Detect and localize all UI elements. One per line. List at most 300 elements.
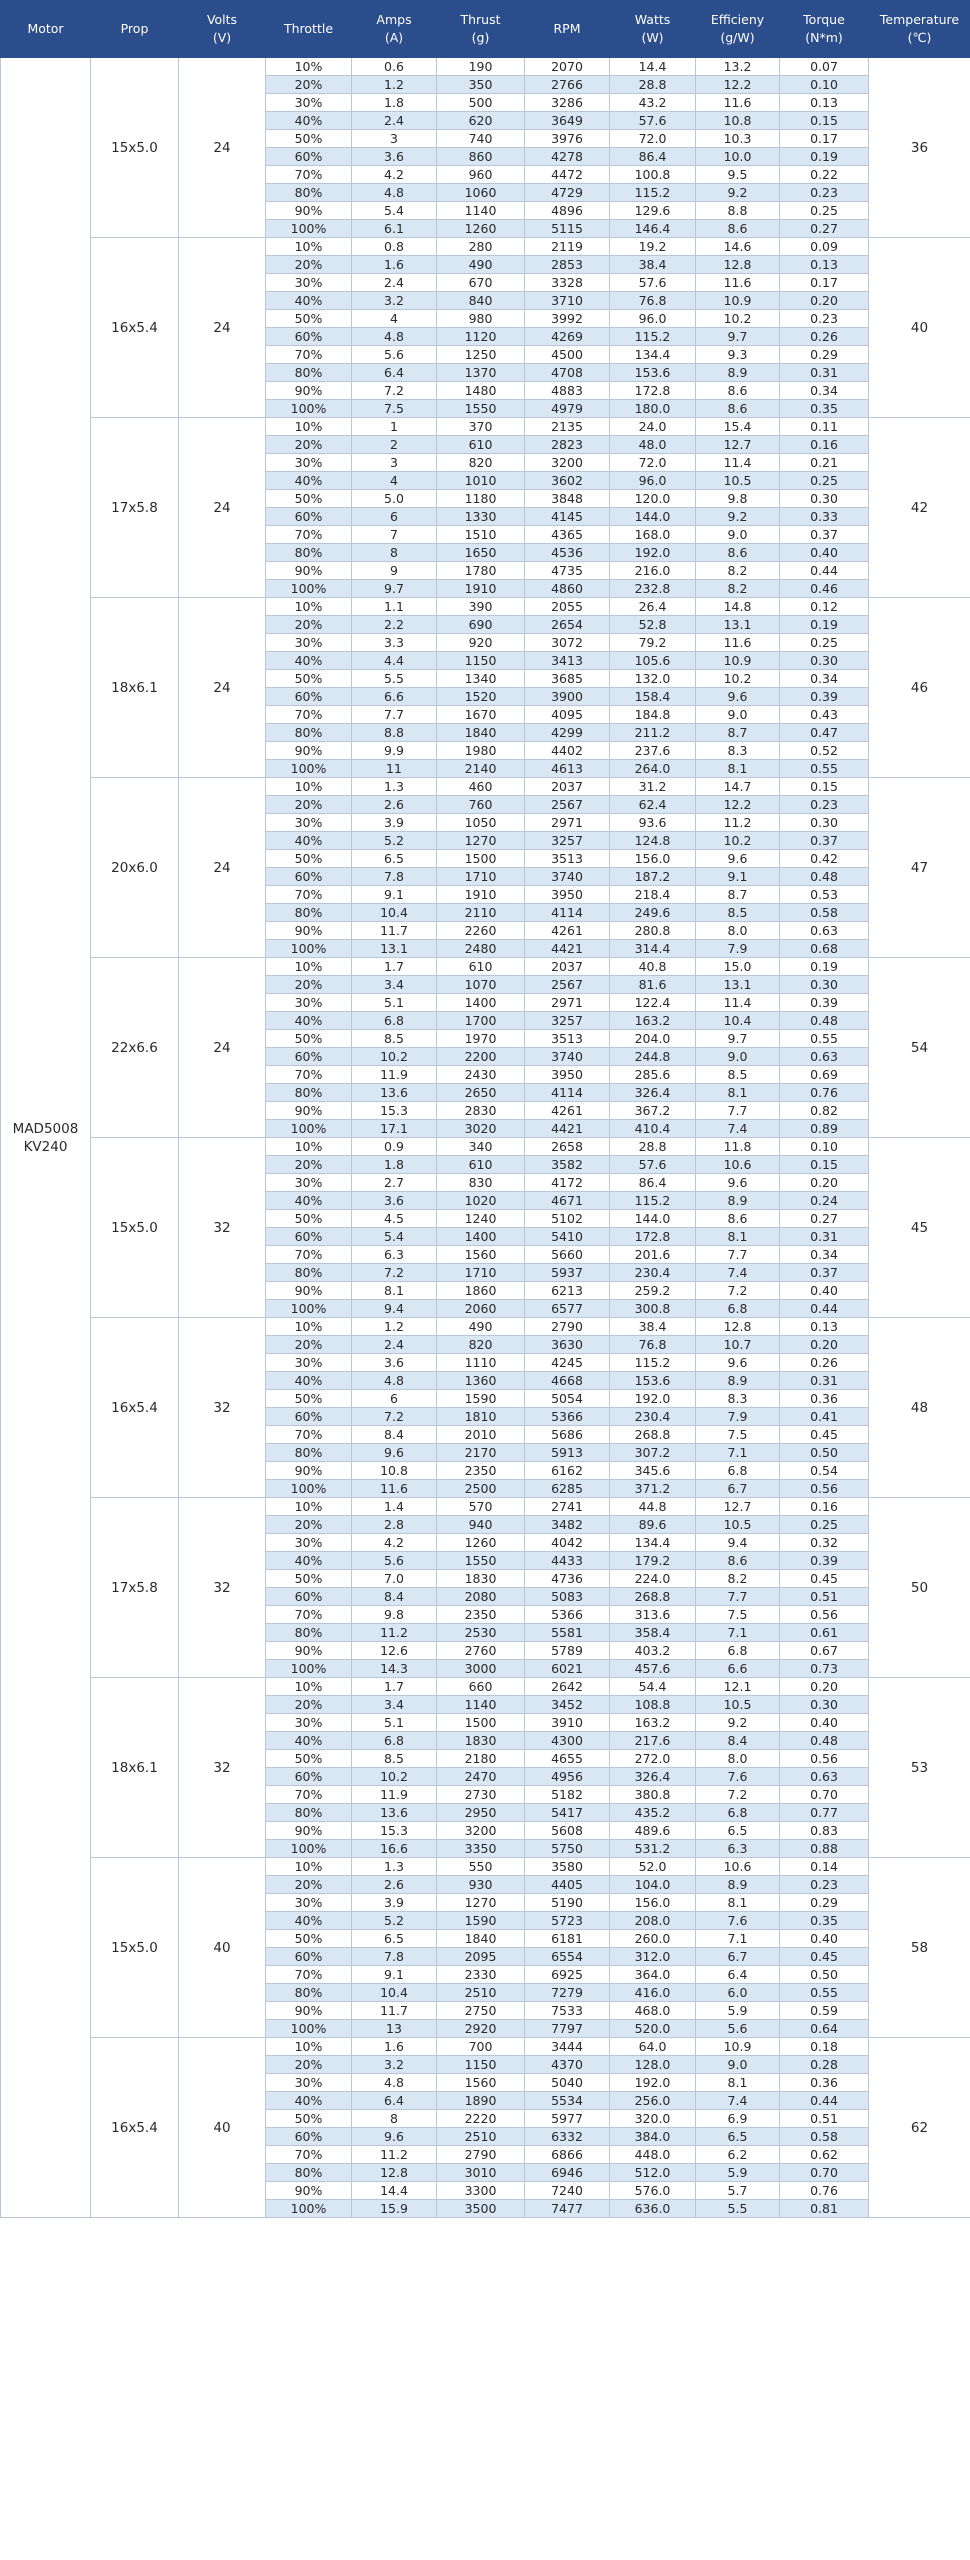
amps-cell: 8.1 (352, 1282, 437, 1300)
amps-cell: 17.1 (352, 1120, 437, 1138)
rpm-cell: 7240 (525, 2182, 610, 2200)
thrust-cell: 830 (437, 1174, 525, 1192)
throttle-cell: 100% (266, 400, 352, 418)
temperature-cell: 53 (869, 1678, 970, 1858)
watts-cell: 115.2 (610, 328, 696, 346)
rpm-cell: 2119 (525, 238, 610, 256)
throttle-cell: 90% (266, 382, 352, 400)
rpm-cell: 4708 (525, 364, 610, 382)
rpm-cell: 2037 (525, 958, 610, 976)
efficiency-cell: 7.2 (696, 1282, 780, 1300)
efficiency-cell: 8.4 (696, 1732, 780, 1750)
thrust-cell: 1330 (437, 508, 525, 526)
rpm-cell: 2853 (525, 256, 610, 274)
watts-cell: 57.6 (610, 274, 696, 292)
efficiency-cell: 11.4 (696, 994, 780, 1012)
rpm-cell: 5366 (525, 1408, 610, 1426)
efficiency-cell: 9.6 (696, 688, 780, 706)
thrust-cell: 1500 (437, 1714, 525, 1732)
watts-cell: 367.2 (610, 1102, 696, 1120)
throttle-cell: 90% (266, 1282, 352, 1300)
amps-cell: 5.5 (352, 670, 437, 688)
amps-cell: 3.4 (352, 976, 437, 994)
throttle-cell: 30% (266, 454, 352, 472)
amps-cell: 7 (352, 526, 437, 544)
efficiency-cell: 15.0 (696, 958, 780, 976)
throttle-cell: 90% (266, 1822, 352, 1840)
efficiency-cell: 8.3 (696, 1390, 780, 1408)
amps-cell: 4.2 (352, 1534, 437, 1552)
amps-cell: 1.8 (352, 94, 437, 112)
rpm-cell: 5102 (525, 1210, 610, 1228)
throttle-cell: 30% (266, 94, 352, 112)
amps-cell: 13.6 (352, 1084, 437, 1102)
rpm-cell: 3910 (525, 1714, 610, 1732)
watts-cell: 72.0 (610, 130, 696, 148)
prop-cell: 16x5.4 (91, 2038, 179, 2218)
torque-cell: 0.11 (780, 418, 869, 436)
watts-cell: 364.0 (610, 1966, 696, 1984)
rpm-cell: 6332 (525, 2128, 610, 2146)
efficiency-cell: 8.6 (696, 400, 780, 418)
volts-cell: 32 (179, 1498, 266, 1678)
thrust-cell: 490 (437, 1318, 525, 1336)
rpm-cell: 4114 (525, 1084, 610, 1102)
volts-cell: 24 (179, 58, 266, 238)
efficiency-header-label: Efficieny (710, 12, 765, 27)
torque-cell: 0.31 (780, 364, 869, 382)
amps-cell: 4.5 (352, 1210, 437, 1228)
efficiency-cell: 10.8 (696, 112, 780, 130)
amps-cell: 9.1 (352, 886, 437, 904)
watts-cell: 201.6 (610, 1246, 696, 1264)
torque-cell: 0.16 (780, 436, 869, 454)
thrust-cell: 1400 (437, 1228, 525, 1246)
torque-cell: 0.23 (780, 310, 869, 328)
thrust-cell: 3200 (437, 1822, 525, 1840)
table-header (1, 1, 970, 58)
amps-cell: 15.3 (352, 1102, 437, 1120)
watts-cell: 79.2 (610, 634, 696, 652)
throttle-cell: 10% (266, 418, 352, 436)
amps-cell: 2.8 (352, 1516, 437, 1534)
thrust-cell: 1520 (437, 688, 525, 706)
throttle-cell: 60% (266, 508, 352, 526)
efficiency-cell: 6.6 (696, 1660, 780, 1678)
thrust-cell: 1120 (437, 328, 525, 346)
thrust-cell: 2180 (437, 1750, 525, 1768)
thrust-cell: 340 (437, 1138, 525, 1156)
efficiency-cell: 7.6 (696, 1912, 780, 1930)
volts-cell: 24 (179, 418, 266, 598)
amps-cell: 5.2 (352, 1912, 437, 1930)
rpm-cell: 3649 (525, 112, 610, 130)
torque-cell: 0.68 (780, 940, 869, 958)
efficiency-cell: 9.7 (696, 328, 780, 346)
torque-cell: 0.31 (780, 1372, 869, 1390)
throttle-cell: 80% (266, 544, 352, 562)
throttle-cell: 20% (266, 256, 352, 274)
torque-cell: 0.17 (780, 130, 869, 148)
amps-cell: 3.6 (352, 148, 437, 166)
rpm-cell: 2766 (525, 76, 610, 94)
rpm-cell: 3452 (525, 1696, 610, 1714)
thrust-cell: 930 (437, 1876, 525, 1894)
thrust-cell: 1890 (437, 2092, 525, 2110)
thrust-cell: 2470 (437, 1768, 525, 1786)
watts-cell: 307.2 (610, 1444, 696, 1462)
amps-cell: 8.5 (352, 1750, 437, 1768)
watts-cell: 268.8 (610, 1588, 696, 1606)
watts-cell: 636.0 (610, 2200, 696, 2218)
thrust-cell: 1240 (437, 1210, 525, 1228)
thrust-cell: 1180 (437, 490, 525, 508)
amps-cell: 1.7 (352, 958, 437, 976)
motor-kv: KV240 (23, 1138, 68, 1155)
throttle-cell: 90% (266, 922, 352, 940)
watts-cell: 326.4 (610, 1084, 696, 1102)
watts-cell: 211.2 (610, 724, 696, 742)
amps-cell: 3.6 (352, 1192, 437, 1210)
throttle-cell: 40% (266, 1012, 352, 1030)
efficiency-cell: 7.1 (696, 1444, 780, 1462)
torque-cell: 0.37 (780, 1264, 869, 1282)
watts-cell: 168.0 (610, 526, 696, 544)
efficiency-cell: 8.7 (696, 886, 780, 904)
efficiency-cell: 9.2 (696, 1714, 780, 1732)
temperature-cell: 47 (869, 778, 970, 958)
amps-cell: 13 (352, 2020, 437, 2038)
amps-cell: 0.8 (352, 238, 437, 256)
watts-cell: 43.2 (610, 94, 696, 112)
torque-cell: 0.36 (780, 1390, 869, 1408)
amps-cell: 6.6 (352, 688, 437, 706)
watts-cell: 187.2 (610, 868, 696, 886)
rpm-cell: 4655 (525, 1750, 610, 1768)
watts-cell: 416.0 (610, 1984, 696, 2002)
thrust-cell: 920 (437, 634, 525, 652)
throttle-cell: 80% (266, 1624, 352, 1642)
thrust-cell: 2170 (437, 1444, 525, 1462)
efficiency-cell: 6.5 (696, 1822, 780, 1840)
torque-cell: 0.27 (780, 1210, 869, 1228)
thrust-cell: 1700 (437, 1012, 525, 1030)
watts-cell: 81.6 (610, 976, 696, 994)
watts-cell: 62.4 (610, 796, 696, 814)
torque-cell: 0.48 (780, 1012, 869, 1030)
throttle-cell: 10% (266, 2038, 352, 2056)
thrust-cell: 3300 (437, 2182, 525, 2200)
prop-cell: 17x5.8 (91, 1498, 179, 1678)
throttle-cell: 70% (266, 166, 352, 184)
watts-cell: 272.0 (610, 1750, 696, 1768)
efficiency-cell: 8.1 (696, 2074, 780, 2092)
rpm-cell: 4956 (525, 1768, 610, 1786)
rpm-cell: 3513 (525, 850, 610, 868)
motor-header-label: Motor (27, 21, 64, 36)
throttle-cell: 30% (266, 994, 352, 1012)
temperature-cell: 48 (869, 1318, 970, 1498)
rpm-cell: 3740 (525, 868, 610, 886)
efficiency-cell: 11.2 (696, 814, 780, 832)
amps-cell: 3.9 (352, 1894, 437, 1912)
thrust-cell: 980 (437, 310, 525, 328)
efficiency-cell: 9.3 (696, 346, 780, 364)
torque-cell: 0.70 (780, 1786, 869, 1804)
throttle-cell: 30% (266, 1174, 352, 1192)
torque-header-label: Torque (803, 12, 845, 27)
watts-cell: 371.2 (610, 1480, 696, 1498)
watts-cell: 163.2 (610, 1714, 696, 1732)
efficiency-cell: 10.0 (696, 148, 780, 166)
volts-header-label: Volts (206, 12, 238, 27)
thrust-cell: 1270 (437, 832, 525, 850)
thrust-cell: 1840 (437, 1930, 525, 1948)
watts-cell: 28.8 (610, 76, 696, 94)
efficiency-header (696, 1, 780, 58)
amps-cell: 8.5 (352, 1030, 437, 1048)
volts-cell: 32 (179, 1678, 266, 1858)
rpm-cell: 4979 (525, 400, 610, 418)
rpm-cell: 7533 (525, 2002, 610, 2020)
efficiency-cell: 8.1 (696, 1894, 780, 1912)
watts-cell: 172.8 (610, 1228, 696, 1246)
amps-cell: 6.4 (352, 364, 437, 382)
torque-cell: 0.36 (780, 2074, 869, 2092)
watts-cell: 285.6 (610, 1066, 696, 1084)
efficiency-cell: 7.9 (696, 940, 780, 958)
throttle-cell: 60% (266, 1588, 352, 1606)
thrust-cell: 1110 (437, 1354, 525, 1372)
amps-cell: 11 (352, 760, 437, 778)
torque-cell: 0.42 (780, 850, 869, 868)
amps-cell: 2.7 (352, 1174, 437, 1192)
watts-cell: 312.0 (610, 1948, 696, 1966)
thrust-cell: 1550 (437, 400, 525, 418)
watts-cell: 89.6 (610, 1516, 696, 1534)
watts-header-unit: (W) (641, 30, 664, 45)
torque-cell: 0.18 (780, 2038, 869, 2056)
throttle-cell: 70% (266, 2146, 352, 2164)
amps-cell: 9.7 (352, 580, 437, 598)
throttle-cell: 10% (266, 1858, 352, 1876)
rpm-cell: 4042 (525, 1534, 610, 1552)
temperature-cell: 42 (869, 418, 970, 598)
thrust-cell: 2750 (437, 2002, 525, 2020)
throttle-cell: 50% (266, 130, 352, 148)
rpm-cell: 6554 (525, 1948, 610, 1966)
efficiency-cell: 12.2 (696, 76, 780, 94)
thrust-cell: 2790 (437, 2146, 525, 2164)
thrust-cell: 690 (437, 616, 525, 634)
throttle-cell: 40% (266, 1192, 352, 1210)
efficiency-cell: 8.9 (696, 1372, 780, 1390)
thrust-cell: 2950 (437, 1804, 525, 1822)
thrust-cell: 1050 (437, 814, 525, 832)
efficiency-cell: 10.2 (696, 670, 780, 688)
efficiency-cell: 13.2 (696, 58, 780, 76)
thrust-cell: 2095 (437, 1948, 525, 1966)
torque-cell: 0.22 (780, 166, 869, 184)
amps-cell: 11.7 (352, 922, 437, 940)
thrust-cell: 860 (437, 148, 525, 166)
throttle-cell: 80% (266, 1084, 352, 1102)
amps-cell: 5.6 (352, 346, 437, 364)
motor-model: MAD5008 (12, 1120, 79, 1137)
rpm-cell: 3286 (525, 94, 610, 112)
amps-cell: 3 (352, 130, 437, 148)
prop-cell: 15x5.0 (91, 1138, 179, 1318)
rpm-cell: 6285 (525, 1480, 610, 1498)
throttle-cell: 30% (266, 1354, 352, 1372)
watts-cell: 345.6 (610, 1462, 696, 1480)
throttle-cell: 100% (266, 1480, 352, 1498)
efficiency-cell: 8.1 (696, 1084, 780, 1102)
thrust-cell: 2140 (437, 760, 525, 778)
rpm-cell: 4245 (525, 1354, 610, 1372)
watts-cell: 264.0 (610, 760, 696, 778)
watts-cell: 259.2 (610, 1282, 696, 1300)
efficiency-cell: 7.1 (696, 1930, 780, 1948)
watts-cell: 14.4 (610, 58, 696, 76)
rpm-cell: 3950 (525, 1066, 610, 1084)
throttle-cell: 90% (266, 2182, 352, 2200)
motor-cell (1, 58, 91, 2218)
throttle-cell: 100% (266, 1660, 352, 1678)
rpm-header-label: RPM (553, 21, 581, 36)
rpm-cell: 4671 (525, 1192, 610, 1210)
thrust-cell: 1260 (437, 1534, 525, 1552)
amps-cell: 8.4 (352, 1588, 437, 1606)
thrust-cell: 820 (437, 454, 525, 472)
torque-cell: 0.64 (780, 2020, 869, 2038)
thrust-cell: 1830 (437, 1570, 525, 1588)
watts-cell: 489.6 (610, 1822, 696, 1840)
throttle-cell: 20% (266, 2056, 352, 2074)
prop-cell: 22x6.6 (91, 958, 179, 1138)
amps-cell: 4.8 (352, 184, 437, 202)
rpm-cell: 2037 (525, 778, 610, 796)
efficiency-cell: 5.5 (696, 2200, 780, 2218)
prop-cell: 16x5.4 (91, 1318, 179, 1498)
temperature-cell: 45 (869, 1138, 970, 1318)
thrust-cell: 1140 (437, 202, 525, 220)
table-row (1, 2038, 970, 2056)
rpm-cell: 3992 (525, 310, 610, 328)
watts-cell: 217.6 (610, 1732, 696, 1750)
rpm-cell: 5750 (525, 1840, 610, 1858)
thrust-cell: 1340 (437, 670, 525, 688)
table-row (1, 1318, 970, 1336)
thrust-cell: 1010 (437, 472, 525, 490)
watts-cell: 153.6 (610, 364, 696, 382)
thrust-cell: 2920 (437, 2020, 525, 2038)
watts-cell: 115.2 (610, 1354, 696, 1372)
efficiency-cell: 8.8 (696, 202, 780, 220)
amps-cell: 11.9 (352, 1786, 437, 1804)
thrust-cell: 2530 (437, 1624, 525, 1642)
watts-cell: 128.0 (610, 2056, 696, 2074)
watts-cell: 24.0 (610, 418, 696, 436)
thrust-cell: 2350 (437, 1606, 525, 1624)
torque-cell: 0.20 (780, 1336, 869, 1354)
throttle-cell: 20% (266, 1696, 352, 1714)
table-row (1, 58, 970, 76)
temperature-cell: 54 (869, 958, 970, 1138)
rpm-cell: 5083 (525, 1588, 610, 1606)
efficiency-cell: 9.2 (696, 508, 780, 526)
torque-cell: 0.82 (780, 1102, 869, 1120)
rpm-cell: 5686 (525, 1426, 610, 1444)
efficiency-cell: 10.2 (696, 832, 780, 850)
rpm-cell: 4896 (525, 202, 610, 220)
torque-cell: 0.47 (780, 724, 869, 742)
efficiency-cell: 8.9 (696, 1192, 780, 1210)
watts-cell: 260.0 (610, 1930, 696, 1948)
rpm-cell: 3513 (525, 1030, 610, 1048)
efficiency-cell: 8.9 (696, 364, 780, 382)
watts-cell: 115.2 (610, 1192, 696, 1210)
watts-cell: 192.0 (610, 1390, 696, 1408)
amps-cell: 3.4 (352, 1696, 437, 1714)
rpm-cell: 3257 (525, 832, 610, 850)
rpm-cell: 3976 (525, 130, 610, 148)
throttle-cell: 50% (266, 1210, 352, 1228)
throttle-cell: 50% (266, 1030, 352, 1048)
prop-cell: 16x5.4 (91, 238, 179, 418)
temperature-cell: 46 (869, 598, 970, 778)
thrust-cell: 1400 (437, 994, 525, 1012)
efficiency-cell: 7.5 (696, 1426, 780, 1444)
amps-header-label: Amps (376, 12, 412, 27)
temperature-header-unit: (℃) (907, 30, 932, 45)
efficiency-cell: 7.4 (696, 1120, 780, 1138)
torque-cell: 0.39 (780, 688, 869, 706)
watts-cell: 76.8 (610, 292, 696, 310)
watts-cell: 468.0 (610, 2002, 696, 2020)
efficiency-cell: 8.0 (696, 922, 780, 940)
torque-cell: 0.34 (780, 1246, 869, 1264)
throttle-cell: 80% (266, 1984, 352, 2002)
thrust-cell: 1830 (437, 1732, 525, 1750)
rpm-cell: 5182 (525, 1786, 610, 1804)
efficiency-cell: 9.4 (696, 1534, 780, 1552)
throttle-cell: 40% (266, 1552, 352, 1570)
torque-cell: 0.25 (780, 1516, 869, 1534)
efficiency-cell: 6.3 (696, 1840, 780, 1858)
efficiency-cell: 6.8 (696, 1300, 780, 1318)
efficiency-cell: 6.8 (696, 1804, 780, 1822)
throttle-cell: 50% (266, 1750, 352, 1768)
amps-cell: 5.2 (352, 832, 437, 850)
efficiency-cell: 8.2 (696, 562, 780, 580)
torque-cell: 0.13 (780, 94, 869, 112)
rpm-cell: 7279 (525, 1984, 610, 2002)
throttle-cell: 10% (266, 958, 352, 976)
amps-cell: 7.2 (352, 382, 437, 400)
efficiency-cell: 10.6 (696, 1858, 780, 1876)
efficiency-cell: 12.8 (696, 256, 780, 274)
rpm-cell: 4421 (525, 940, 610, 958)
rpm-cell: 2567 (525, 976, 610, 994)
throttle-cell: 40% (266, 1732, 352, 1750)
torque-cell: 0.30 (780, 814, 869, 832)
rpm-cell: 3848 (525, 490, 610, 508)
throttle-cell: 70% (266, 346, 352, 364)
volts-cell: 24 (179, 778, 266, 958)
watts-cell: 144.0 (610, 1210, 696, 1228)
volts-header (179, 1, 266, 58)
